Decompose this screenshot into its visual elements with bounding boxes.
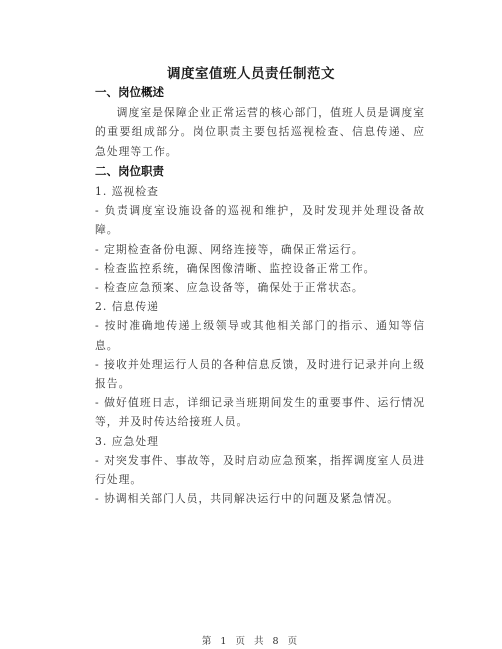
- list-item: - 对突发事件、事故等，及时启动应急预案，指挥调度室人员进行处理。: [95, 453, 425, 487]
- list-item: - 做好值班日志，详细记录当班期间发生的重要事件、运行情况等，并及时传达给接班人员。: [95, 396, 425, 429]
- subsection-label-information: 2. 信息传递: [95, 300, 159, 314]
- list-item: - 定期检查备份电源、网络连接等，确保正常运行。: [95, 242, 364, 256]
- list-item: - 接收并处理运行人员的各种信息反馈，及时进行记录并向上级报告。: [95, 357, 425, 391]
- list-item: - 协调相关部门人员，共同解决运行中的问题及紧急情况。: [95, 492, 399, 506]
- subsection-label-inspection: 1. 巡视检查: [95, 185, 159, 199]
- list-item: - 按时准确地传递上级领导或其他相关部门的指示、通知等信息。: [95, 319, 425, 352]
- list-item: - 负责调度室设施设备的巡视和维护，及时发现并处理设备故障。: [95, 204, 425, 237]
- document-title: 调度室值班人员责任制范文: [167, 66, 335, 82]
- section-heading-overview: 一、岗位概述: [95, 85, 164, 99]
- list-item: - 检查监控系统，确保图像清晰、监控设备正常工作。: [95, 261, 376, 275]
- list-item: - 检查应急预案、应急设备等，确保处于正常状态。: [95, 281, 364, 295]
- document-body: [95, 82, 425, 508]
- page-number-footer: 第 1 页 共 8 页: [201, 636, 301, 647]
- overview-paragraph: 调度室是保障企业正常运营的核心部门，值班人员是调度室的重要组成部分。岗位职责主要包括巡视检查、信息传递、应急处理等工作。: [95, 106, 425, 158]
- subsection-label-emergency: 3. 应急处理: [95, 434, 159, 448]
- section-heading-duties: 二、岗位职责: [95, 163, 164, 178]
